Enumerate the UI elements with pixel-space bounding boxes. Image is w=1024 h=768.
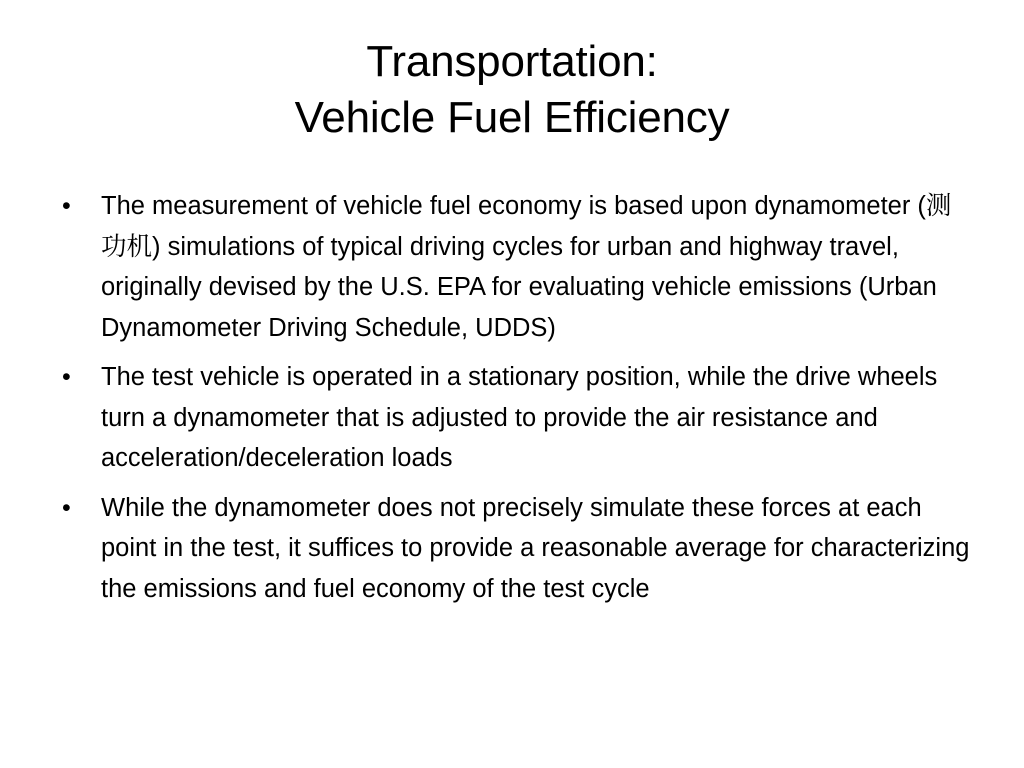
bullet-text: While the dynamometer does not precisely simulate these forces at each point in the test, it suffices to provide a reasonable average for characterizing the emissions and fuel economy of the test cycle xyxy=(101,493,970,603)
bullet-text: The measurement of vehicle fuel economy is based upon dynamometer (测功机) simulations of typical driving cycles for urban and highway travel, originally devised by the U.S. EPA for evaluating vehicle emissions (Urban Dynamometer Driving Schedule, UDDS) xyxy=(101,192,952,342)
bullet-dot-icon: • xyxy=(62,363,71,391)
bullet-dot-icon: • xyxy=(62,493,71,522)
bullet-text: The test vehicle is operated in a stationary position, while the drive wheels turn a dynamometer that is adjusted to provide the air resistance and acceleration/deceleration loads xyxy=(101,363,938,472)
title-line-2: Vehicle Fuel Efficiency xyxy=(294,93,730,142)
title-line-1: Transportation: xyxy=(366,37,658,86)
slide-title xyxy=(0,34,1024,146)
bullet-item xyxy=(62,488,972,610)
bullet-item xyxy=(62,357,972,479)
bullet-dot-icon: • xyxy=(62,192,71,220)
bullet-list xyxy=(62,186,972,618)
bullet-item xyxy=(62,186,972,348)
